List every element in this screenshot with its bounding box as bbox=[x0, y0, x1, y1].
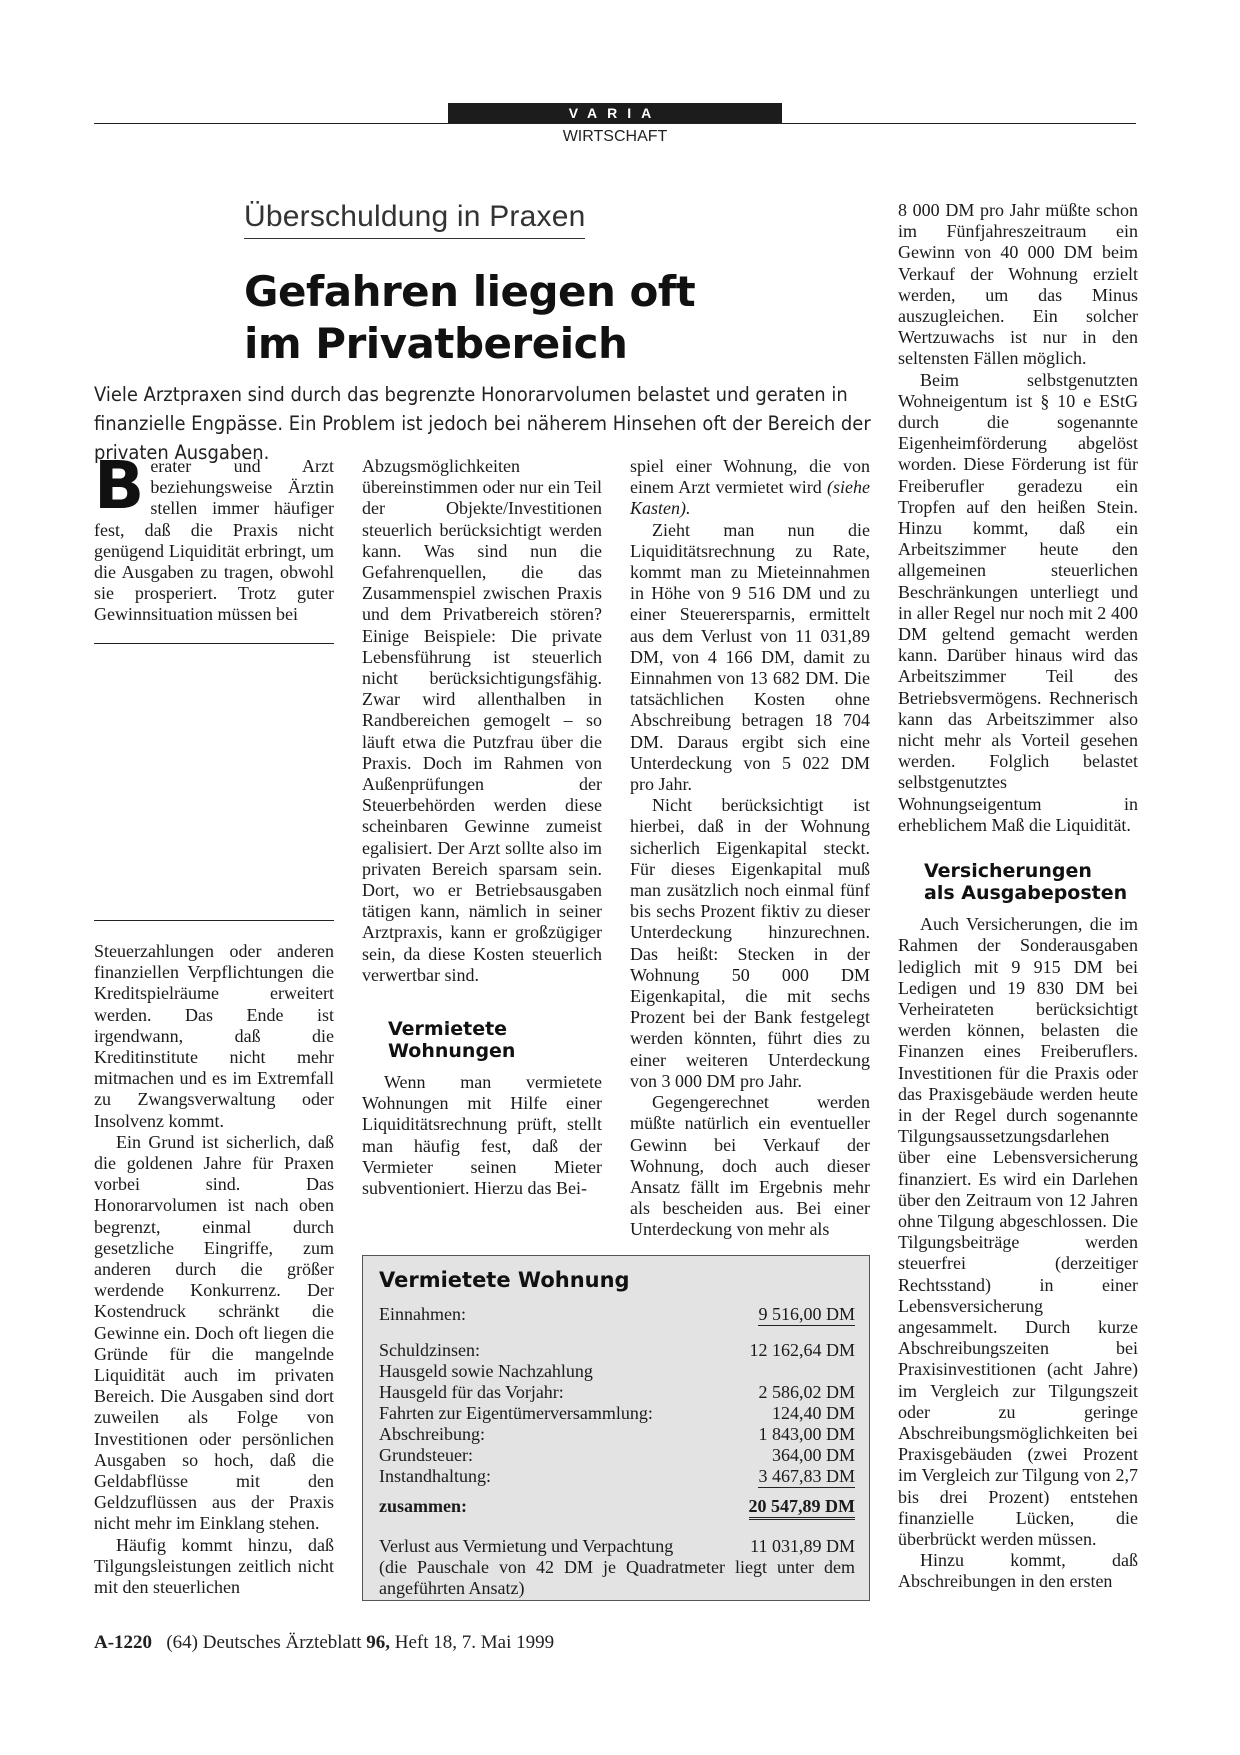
headline-line-1: Gefahren liegen oft bbox=[244, 267, 696, 316]
box-cost-label: Fahrten zur Eigentümerversammlung: bbox=[379, 1403, 653, 1423]
box-cost-value: 364,00 DM bbox=[771, 1445, 855, 1465]
page-ref: (64) bbox=[166, 1632, 198, 1653]
box-cost-label: Hausgeld für das Vorjahr: bbox=[379, 1382, 564, 1402]
page-footer bbox=[94, 1632, 554, 1654]
box-loss-label: Verlust aus Vermietung und Verpachtung bbox=[379, 1536, 674, 1556]
box-cost-label: Schuldzinsen: bbox=[379, 1340, 480, 1360]
column-4 bbox=[898, 200, 1138, 1593]
column-2 bbox=[362, 456, 602, 1199]
section-label: VARIA bbox=[448, 103, 782, 123]
page-number: A-1220 bbox=[94, 1632, 153, 1653]
article-kicker: Überschuldung in Praxen bbox=[244, 200, 585, 239]
subsection-label: WIRTSCHAFT bbox=[562, 128, 668, 145]
paragraph: Nicht berücksichtigt ist hierbei, daß in der Wohnung sicherlich Eigenkapital steckt. Für dieses Eigenkapital muß man zusätzlich noch einmal fünf bis sechs Prozent fiktiv zu dieser Unterdeckung hinzurechnen. Das heißt: Stecken in der Wohnung 50 000 DM Eigenkapital, die mit sechs Prozent bei der Bank festgelegt werden könnten, führt dies zu einer weiteren Unterdeckung von 3 000 DM pro Jahr. bbox=[630, 795, 870, 1091]
box-cost-value: 124,40 DM bbox=[771, 1403, 855, 1423]
info-box-vermietete-wohnung bbox=[362, 1255, 870, 1601]
paragraph: Zieht man nun die Liquiditätsrechnung zu Rate, kommt man zu Mieteinnahmen in Höhe von 9 516 DM und zu einer Steuerersparnis, ermittelt aus dem Verlust von 11 031,89 DM, von 4 166 DM, damit zu Einnahmen von 13 682 DM. Die tatsächlichen Kosten ohne Abschreibung betragen 18 704 DM. Daraus ergibt sich eine Unterdeckung von 5 022 DM pro Jahr. bbox=[630, 519, 870, 795]
box-total-label: zusammen: bbox=[379, 1496, 467, 1516]
paragraph: Gegengerechnet werden müßte natürlich ein eventueller Gewinn bei Verkauf der Wohnung, doch auch dieser Ansatz fällt im Ergebnis mehr als bescheiden aus. Bei einer Unterdeckung von mehr als bbox=[630, 1092, 870, 1240]
header-rule bbox=[94, 123, 1136, 124]
box-total-value: 20 547,89 DM bbox=[749, 1496, 856, 1520]
box-cost-label: Instandhaltung: bbox=[379, 1466, 491, 1486]
box-note: (die Pauschale von 42 DM je Quadratmeter liegt unter dem angeführten Ansatz) bbox=[379, 1557, 855, 1598]
paragraph bbox=[630, 456, 870, 520]
paragraph: 8 000 DM pro Jahr müßte schon im Fünfjahreszeitraum ein Gewinn von 40 000 DM beim Verkauf der Wohnung erzielt werden, um das Minus auszugleichen. Ein solcher Wertzuwachs ist nur in den seltensten Fällen möglich. bbox=[898, 200, 1138, 369]
paragraph: Hinzu kommt, daß Abschreibungen in den ersten bbox=[898, 1550, 1138, 1592]
box-loss-value: 11 031,89 DM bbox=[750, 1536, 855, 1556]
box-reference: (siehe Kasten). bbox=[630, 477, 870, 519]
paragraph-text: spiel einer Wohnung, die von einem Arzt vermietet wird bbox=[630, 456, 870, 498]
paragraph: Beim selbstgenutzten Wohneigentum ist § 10 e EStG durch die sogenannte Eigenheimförderung abgelöst worden. Diese Förderung ist für Freiberufler geradezu ein Tropfen auf den heißen Stein. Hinzu kommt, daß ein Arbeitszimmer heute den allgemeinen steuerlichen Beschränkungen unterliegt und in aller Regel nur noch mit 2 400 DM geltend gemacht werden kann. Darüber hinaus wird das Arbeitszimmer Teil des Betriebsvermögens. Rechnerisch kann das Arbeitszimmer also nicht mehr als Vorteil gesehen werden. Folglich belastet selbstgenutztes Wohnungseigentum in erheblichem Maß die Liquidität. bbox=[898, 369, 1138, 835]
intro-paragraph bbox=[94, 447, 334, 626]
paragraph: Häufig kommt hinzu, daß Tilgungsleistungen zeitlich nicht mit den steuerlichen bbox=[94, 1534, 334, 1598]
box-cost-value: 3 467,83 DM bbox=[758, 1466, 855, 1486]
subhead-line: Wohnungen bbox=[388, 1040, 516, 1063]
box-income-label: Einnahmen: bbox=[379, 1304, 466, 1324]
box-cost-value: 1 843,00 DM bbox=[758, 1424, 855, 1444]
journal-issue: Heft 18, 7. Mai 1999 bbox=[394, 1632, 555, 1653]
subhead-vermietete-wohnungen bbox=[362, 1018, 602, 1062]
paragraph: Wenn man vermietete Wohnungen mit Hilfe einer Liquiditätsrechnung prüft, stellt man häufig fest, daß der Vermieter seinen Mieter subventioniert. Hierzu das Bei- bbox=[362, 1072, 602, 1199]
subhead-line: Versicherungen bbox=[924, 860, 1092, 883]
box-cost-value: 2 586,02 DM bbox=[758, 1382, 855, 1402]
column-1-bottom bbox=[94, 941, 334, 1598]
box-cost-label: Hausgeld sowie Nachzahlung bbox=[379, 1361, 593, 1381]
box-income-value: 9 516,00 DM bbox=[758, 1304, 855, 1324]
column-1-divider-top bbox=[94, 643, 334, 644]
article-headline bbox=[244, 266, 844, 370]
paragraph: Auch Versicherungen, die im Rahmen der Sonderausgaben lediglich mit 9 915 DM bei Ledigen und 19 830 DM bei Verheirateten berücksichtigt werden können, belasten die Finanzen eines Freiberuflers. Investitionen für die Praxis oder das Praxisgebäude werden heute in der Regel durch sogenannte Tilgungsaussetzungsdarlehen über eine Lebensversicherung finanziert. Es wird ein Darlehen über den Zeitraum von 12 Jahren ohne Tilgung abgeschlossen. Die Tilgungsbeiträge werden steuerfrei (derzeitiger Rechtsstand) in einer Lebensversicherung angesammelt. Durch kurze Abschreibungszeiten bei Praxisinvestitionen (acht Jahre) im Vergleich zur Tilgungszeit oder zu geringe Abschreibungsmöglichkeiten bei Praxisgebäuden (zwei Prozent im Vergleich zur Tilgung von 2,7 bis drei Prozent) entstehen finanzielle Lücken, die überbrückt werden müssen. bbox=[898, 914, 1138, 1549]
box-cost-label: Abschreibung: bbox=[379, 1424, 485, 1444]
column-3 bbox=[630, 456, 870, 1241]
intro-text: erater und Arzt beziehungsweise Ärztin stellen immer häufiger fest, daß die Praxis nicht genügend Liquidität erbringt, um die Ausgaben zu tragen, obwohl sie prosperiert. Trotz guter Gewinnsituation müssen bei bbox=[94, 456, 334, 625]
journal-name: Deutsches Ärzteblatt bbox=[202, 1632, 362, 1653]
drop-cap: B bbox=[94, 447, 145, 524]
article-lede: Viele Arztpraxen sind durch das begrenzte Honorarvolumen belastet und geraten in finanzielle Engpässe. Ein Problem ist jedoch bei näherem Hinsehen oft der Bereich der privaten Ausgaben. bbox=[94, 383, 871, 464]
subhead-versicherungen bbox=[898, 860, 1138, 904]
box-title: Vermietete Wohnung bbox=[379, 1268, 630, 1292]
paragraph: Abzugsmöglichkeiten übereinstimmen oder nur ein Teil der Objekte/Investitionen steuerlich berücksichtigt werden kann. Was sind nun die Gefahrenquellen, die das Zusammenspiel zwischen Praxis und dem Privatbereich stören? Einige Beispiele: Die private Lebensführung ist steuerlich nicht berücksichtigungsfähig. Zwar wird allenthalben in Randbereichen gemogelt – so läuft etwa die Putzfrau über die Praxis. Doch im Rahmen von Außenprüfungen der Steuerbehörden werden diese scheinbaren Gewinne zumeist egalisiert. Der Arzt sollte also im privaten Bereich sparsam sein. Dort, wo er Betriebsausgaben tätigen kann, nämlich in seiner Arztpraxis, kann er großzügiger sein, da diese Kosten steuerlich verwertbar sind. bbox=[362, 456, 602, 985]
paragraph: Steuerzahlungen oder anderen finanziellen Verpflichtungen die Kreditspielräume erweitert werden. Das Ende ist irgendwann, daß die Kreditinstitute nicht mehr mitmachen und es im Extremfall zu Zwangsverwaltung oder Insolvenz kommt. bbox=[94, 941, 334, 1131]
subhead-line: Vermietete bbox=[388, 1018, 508, 1041]
headline-line-2: im Privatbereich bbox=[244, 319, 628, 368]
column-1-top bbox=[94, 447, 334, 626]
subhead-line: als Ausgabeposten bbox=[924, 882, 1128, 905]
column-1-divider-bottom bbox=[94, 920, 334, 921]
box-cost-label: Grundsteuer: bbox=[379, 1445, 473, 1465]
box-cost-value: 12 162,64 DM bbox=[749, 1340, 855, 1360]
paragraph: Ein Grund ist sicherlich, daß die goldenen Jahre für Praxen vorbei sind. Das Honorarvolumen ist nach oben begrenzt, einmal durch gesetzliche Eingriffe, zum anderen durch die größer werdende Konkurrenz. Der Kostendruck schränkt die Gewinne ein. Doch oft liegen die Gründe für die mangelnde Liquidität auch im privaten Bereich. Die Ausgaben sind dort zuweilen als Folge von Investitionen oder persönlichen Ausgaben so hoch, daß die Geldabflüsse mit den Geldzuflüssen aus der Praxis nicht mehr im Einklang stehen. bbox=[94, 1131, 334, 1534]
journal-volume: 96, bbox=[366, 1632, 391, 1653]
